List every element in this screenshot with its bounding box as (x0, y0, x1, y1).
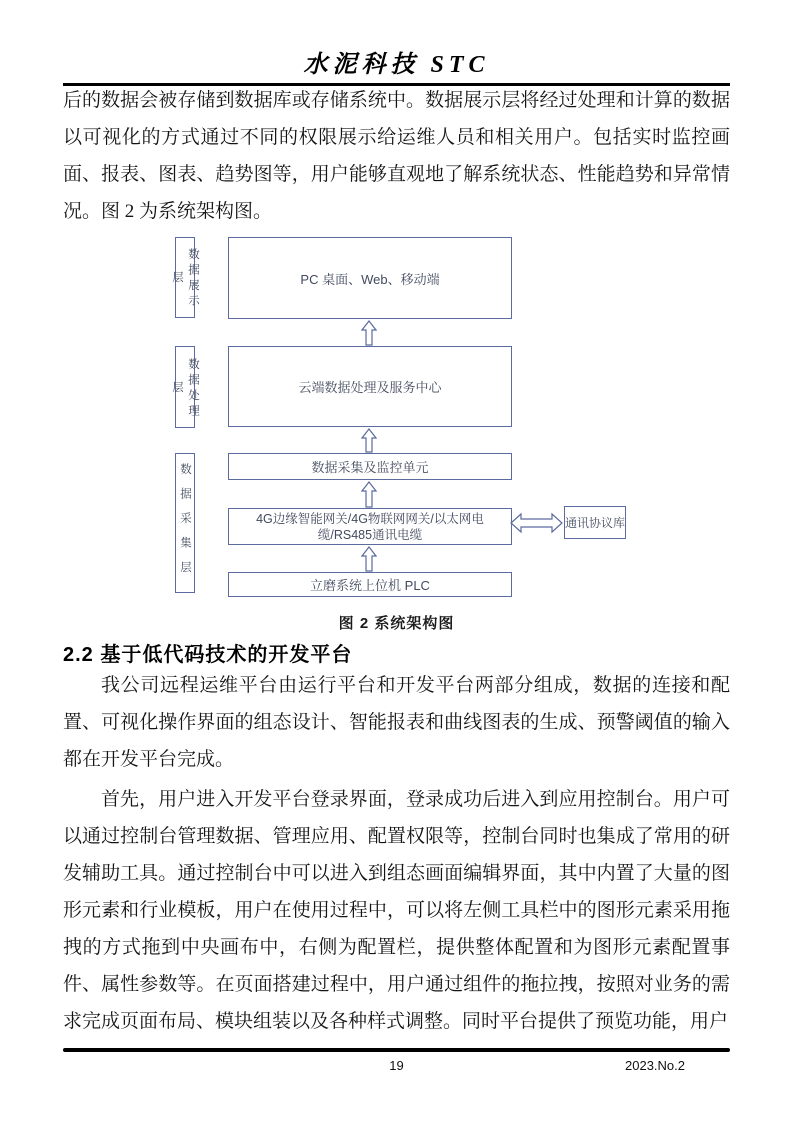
paragraph-3: 首先，用户进入开发平台登录界面，登录成功后进入到应用控制台。用户可以通过控制台管理数据、管理应用、配置权限等，控制台同时也集成了常用的研发辅助工具。通过控制台中可以进入到组态画面编辑界面，其中内置了大量的图形元素和行业模板，用户在使用过程中，可以将左侧工具栏中的图形元素采用拖拽的方式拖到中央画布中，右侧为配置栏，提供整体配置和为图形元素配置事件、属性参数等。在页面搭建过程中，用户通过组件的拖拉拽，按照对业务的需求完成页面布局、模块组装以及各种样式调整。同时平台提供了预览功能，用户 (63, 789, 730, 1032)
section-heading: 2.2 基于低代码技术的开发平台 (63, 644, 353, 666)
diagram-box-clients: PC 桌面、Web、移动端 (228, 237, 512, 319)
paragraph-2: 我公司远程运维平台由运行平台和开发平台两部分组成，数据的连接和配置、可视化操作界面的组态设计、智能报表和曲线图表的生成、预警阈值的输入都在开发平台完成。 (63, 675, 730, 770)
arrow-up-icon (361, 481, 377, 508)
page-number: 19 (389, 1058, 404, 1073)
double-arrow-icon (510, 512, 563, 534)
arrow-up-icon (361, 428, 377, 453)
arrow-up-icon (361, 320, 377, 346)
diagram-box-protocol-library: 通讯协议库 (564, 506, 626, 539)
layer-label-data-display: 数据展示层 (175, 237, 195, 318)
paragraph-1: 后的数据会被存储到数据库或存储系统中。数据展示层将经过处理和计算的数据以可视化的方式通过不同的权限展示给运维人员和相关用户。包括实时监控画面、报表、图表、趋势图等，用户能够直观地了解系统状态、性能趋势和异常情况。图 2 为系统架构图。 (63, 90, 730, 222)
footer-rule (63, 1048, 730, 1052)
diagram-box-monitoring-unit: 数据采集及监控单元 (228, 453, 512, 480)
issue-label: 2023.No.2 (625, 1058, 685, 1073)
diagram-box-cloud-center: 云端数据处理及服务中心 (228, 346, 512, 427)
arrow-up-icon (361, 546, 377, 572)
layer-label-data-processing: 数据处理层 (175, 346, 195, 428)
journal-title: 水泥科技 STC (303, 52, 490, 78)
diagram-box-gateway: 4G边缘智能网关/4G物联网网关/以太网电缆/RS485通讯电缆 (228, 508, 512, 545)
layer-label-data-collection: 数据采集层 (175, 453, 195, 593)
figure-caption: 图 2 系统架构图 (338, 615, 455, 632)
diagram-box-plc: 立磨系统上位机 PLC (228, 572, 512, 597)
